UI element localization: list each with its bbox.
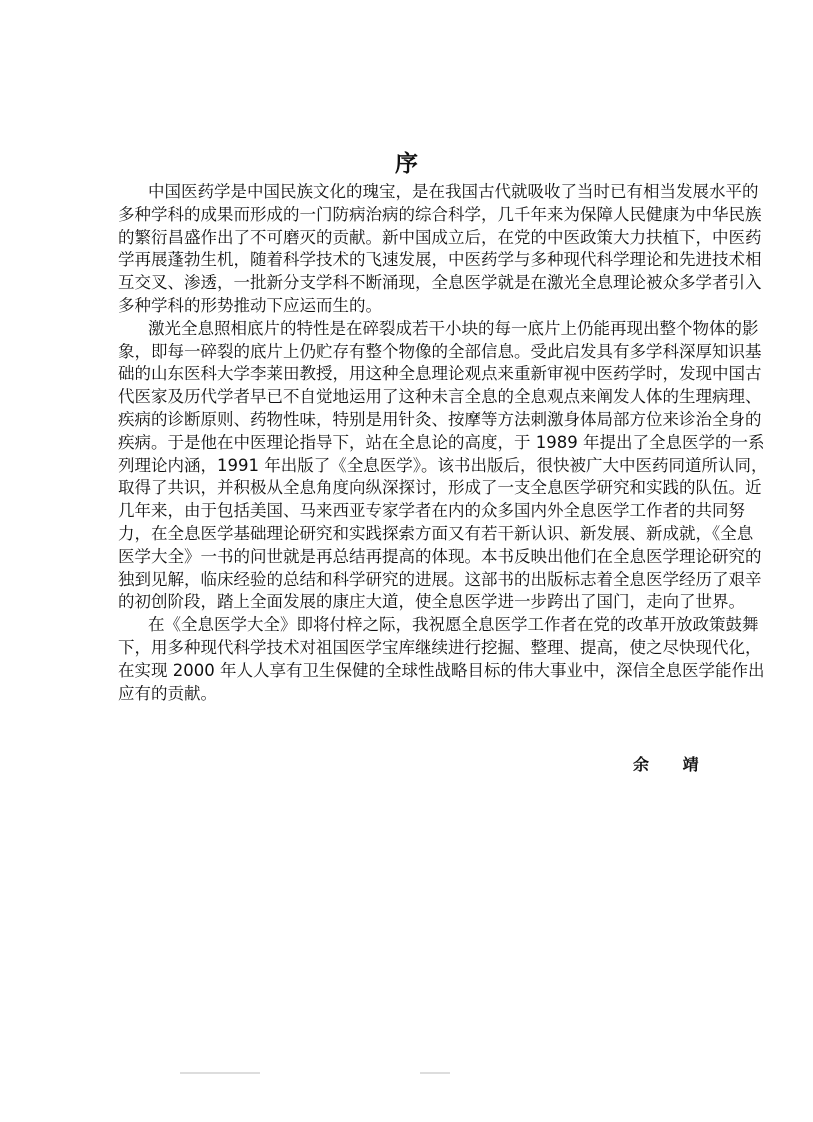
text-line: 的繁衍昌盛作出了不可磨灭的贡献。新中国成立后，在党的中医政策大力扶植下，中医药 [118,227,762,247]
text-line: 础的山东医科大学李莱田教授，用这种全息理论观点来重新审视中医药学时，发现中国古 [118,364,762,384]
text-line: 多种学科的形势推动下应运而生的。 [118,295,382,315]
text-line: 疾病。于是他在中医理论指导下，站在全息论的高度，于 1989 年提出了全息医学的一系 [118,432,765,452]
text-line: 力，在全息医学基础理论研究和实践探索方面又有若干新认识、新发展、新成就，《全息 [118,523,754,543]
text-line: 应有的贡献。 [118,683,217,703]
text-line: 医学大全》一书的问世就是再总结再提高的体现。本书反映出他们在全息医学理论研究的 [118,546,762,566]
text-line: 中国医药学是中国民族文化的瑰宝，是在我国古代就吸收了当时已有相当发展水平的 [148,182,759,201]
text-line: 列理论内涵，1991 年出版了《全息医学》。该书出版后，很快被广大中医药同道所认同， [118,455,768,475]
text-line: 疾病的诊断原则、药物性味，特别是用针灸、按摩等方法刺激身体局部方位来诊治全身的 [118,409,762,429]
scan-artifact [180,1072,260,1074]
text-line: 激光全息照相底片的特性是在碎裂成若干小块的每一底片上仍能再现出整个物体的影 [148,318,759,338]
text-line: 独到见解，临床经验的总结和科学研究的进展。这部书的出版标志着全息医学经历了艰辛 [118,569,762,589]
text-line: 多种学科的成果而形成的一门防病治病的综合科学，几千年来为保障人民健康为中华民族 [118,204,762,224]
page-title: 序 [395,150,418,177]
text-line: 学再展蓬勃生机，随着科学技术的飞速发展，中医药学与多种现代科学理论和先进技术相 [118,250,762,270]
text-line: 象，即每一碎裂的底片上仍贮存有整个物像的全部信息。受此启发具有多学科深厚知识基 [118,341,762,361]
text-line: 的初创阶段，踏上全面发展的康庄大道，使全息医学进一步跨出了国门，走向了世界。 [118,592,745,612]
text-line: 下，用多种现代科学技术对祖国医学宝库继续进行挖掘、整理、提高，使之尽快现代化， [118,637,762,657]
text-line: 在实现 2000 年人人享有卫生保健的全球性战略目标的伟大事业中，深信全息医学能作出 [118,660,765,680]
text-line: 几年来，由于包括美国、马来西亚专家学者在内的众多国内外全息医学工作者的共同努 [118,501,745,521]
scan-artifact [420,1072,450,1074]
author-signature: 余 靖 [633,755,713,774]
preface-body [118,181,768,705]
text-line: 互交叉、渗透，一批新分支学科不断涌现，全息医学就是在激光全息理论被众多学者引入 [118,273,762,293]
text-line: 在《全息医学大全》即将付梓之际，我祝愿全息医学工作者在党的改革开放政策鼓舞 [148,615,759,635]
text-line: 取得了共识，并积极从全息角度向纵深探讨，形成了一支全息医学研究和实践的队伍。近 [118,478,762,498]
text-line: 代医家及历代学者早已不自觉地运用了这种未言全息的全息观点来阐发人体的生理病理、 [118,387,762,407]
